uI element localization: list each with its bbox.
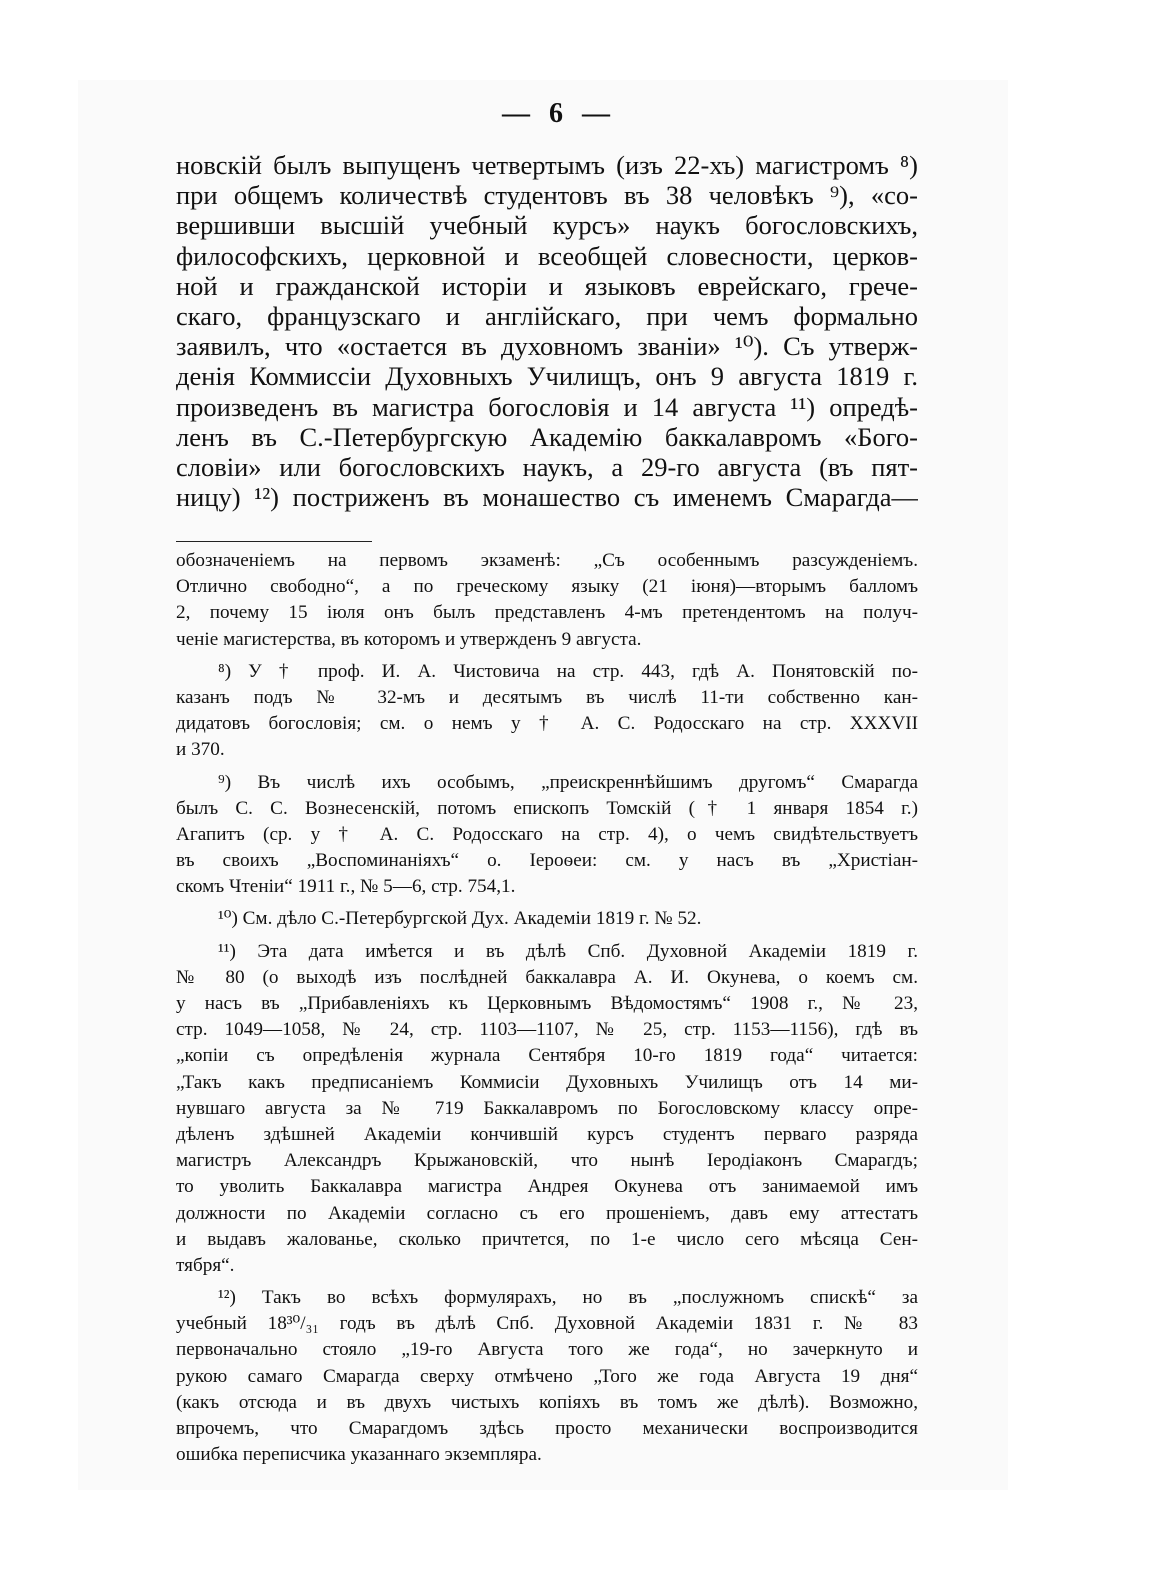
footnote-line: нувшаго августа за № 719 Баккалавромъ по Богословскому классу опре-	[176, 1097, 918, 1119]
main-text-line: при общемъ количествѣ студентовъ въ 38 человѣкъ ⁹), «со-	[176, 180, 918, 211]
footnote-line: и выдавъ жалованье, сколько причтется, по 1-е число сего мѣсяца Сен-	[176, 1228, 918, 1250]
footnote-line: ⁸) У † проф. И. А. Чистовича на стр. 443, гдѣ А. Понятовскій по-	[218, 660, 918, 682]
footnote-separator	[176, 541, 372, 542]
footnote-line: ¹¹) Эта дата имѣется и въ дѣлѣ Спб. Духовной Академіи 1819 г.	[218, 940, 918, 962]
footnote-line: Агапитъ (ср. у † А. С. Родосскаго на стр. 4), о чемъ свидѣтельствуетъ	[176, 823, 918, 845]
footnote-line: (какъ отсюда и въ двухъ чистыхъ копіяхъ въ томъ же дѣлѣ). Возможно,	[176, 1391, 918, 1413]
main-text-line: ной и гражданской исторіи и языковъ еврейскаго, грече-	[176, 270, 918, 301]
footnote-line: ¹⁰) См. дѣло С.-Петербургской Дух. Академіи 1819 г. № 52.	[218, 908, 702, 930]
main-text-line: заявилъ, что «остается въ духовномъ званіи» ¹⁰). Съ утверж-	[176, 331, 918, 362]
footnote-line: № 80 (о выходѣ изъ послѣдней баккалавра А. И. Окунева, о коемъ см.	[176, 966, 918, 988]
footnote-line: первоначально стояло „19-го Августа того же года“, но зачеркнуто и	[176, 1339, 918, 1361]
main-text-line: произведенъ въ магистра богословія и 14 августа ¹¹) опредѣ-	[176, 391, 918, 422]
footnote-line: ченіе магистерства, въ которомъ и утвержденъ 9 августа.	[176, 628, 642, 650]
main-text-line: новскій былъ выпущенъ четвертымъ (изъ 22-хъ) магистромъ ⁸)	[176, 150, 918, 180]
footnote-line: то уволить Баккалавра магистра Андрея Окунева отъ занимаемой имъ	[176, 1176, 918, 1198]
footnote-line: стр. 1049—1058, № 24, стр. 1103—1107, № 25, стр. 1153—1156), гдѣ въ	[176, 1019, 918, 1041]
footnote-line: впрочемъ, что Смарагдомъ здѣсь просто механически воспроизводится	[176, 1418, 918, 1439]
footnote-line: дидатовъ богословія; см. о немъ у † А. С. Родосскаго на стр. XXXVII	[176, 713, 918, 735]
footnote-line: „Такъ какъ предписаніемъ Коммисіи Духовныхъ Училищъ отъ 14 ми-	[176, 1071, 918, 1093]
footnote-9	[176, 770, 918, 901]
main-text-block	[176, 150, 918, 512]
main-text-line: философскихъ, церковной и всеобщей словесности, церков-	[176, 240, 918, 271]
footnote-line: въ своихъ „Воспоминаніяхъ“ о. Іероѳеи: см. у насъ въ „Христіан-	[176, 850, 918, 872]
main-text-line: ленъ въ С.-Петербургскую Академію баккалавромъ «Бого-	[176, 421, 918, 452]
main-text-line: словіи» или богословскихъ наукъ, а 29-го августа (въ пят-	[176, 451, 918, 482]
footnote-line: учебный 18³⁰/₃₁ годъ въ дѣлѣ Спб. Духовной Академіи 1831 г. № 83	[176, 1313, 918, 1335]
footnote-line: рукою самаго Смарагда сверху отмѣчено „Того же года Августа 19 дня“	[176, 1365, 918, 1387]
footnote-line: обозначеніемъ на первомъ экзаменѣ: „Съ особеннымъ разсужденіемъ.	[176, 550, 918, 571]
footnote-line: „копіи съ опредѣленія журнала Сентября 10-го 1819 года“ читается:	[176, 1045, 918, 1067]
footnote-line: скомъ Чтеніи“ 1911 г., № 5—6, стр. 754,1.	[176, 876, 516, 898]
footnote-line: и 370.	[176, 739, 225, 761]
footnote-line: ошибка переписчика указаннаго экземпляра.	[176, 1444, 542, 1466]
main-text-line: денія Коммиссіи Духовныхъ Училищъ, онъ 9 августа 1819 г.	[176, 361, 918, 392]
footnote-11	[176, 939, 918, 1279]
footnote-line: ⁹) Въ числѣ ихъ особымъ, „преискреннѣйшимъ другомъ“ Смарагда	[218, 771, 918, 793]
footnote-line: дѣленъ здѣшней Академіи кончившій курсъ студентъ перваго разряда	[176, 1123, 918, 1145]
main-text-line: скаго, французскаго и англійскаго, при чемъ формально	[176, 300, 918, 331]
footnote-line: должности по Академіи согласно съ его прошеніемъ, давъ ему аттестатъ	[176, 1202, 918, 1224]
footnote-12	[176, 1285, 918, 1468]
footnote-10	[176, 906, 918, 932]
footnotes-block	[176, 548, 918, 1468]
footnote-continuation	[176, 548, 918, 653]
footnote-line: казанъ подъ № 32-мъ и десятымъ въ числѣ 11-ти собственно кан-	[176, 686, 918, 708]
footnote-line: тября“.	[176, 1254, 235, 1276]
footnote-line: Отлично свободно“, а по греческому языку (21 іюня)—вторымъ балломъ	[176, 576, 918, 598]
footnote-line: у насъ въ „Прибавленіяхъ къ Церковнымъ Вѣдомостямъ“ 1908 г., № 23,	[176, 993, 918, 1014]
footnote-8	[176, 659, 918, 764]
footnote-line: былъ С. С. Вознесенскій, потомъ епископъ Томскій († 1 января 1854 г.)	[176, 797, 918, 819]
footnote-line: магистръ Александръ Крыжановскій, что нынѣ Іеродіаконъ Смарагдъ;	[176, 1150, 918, 1172]
footnote-line: ¹²) Такъ во всѣхъ формулярахъ, но въ „послужномъ спискѣ“ за	[218, 1287, 918, 1309]
main-text-line: ницу) ¹²) постриженъ въ монашество съ именемъ Смарагда—	[176, 482, 918, 513]
page-number: — 6 —	[502, 98, 616, 129]
main-text-line: вершивши высшій учебный курсъ» наукъ богословскихъ,	[176, 210, 918, 241]
footnote-line: 2, почему 15 іюля онъ былъ представленъ 4-мъ претендентомъ на получ-	[176, 602, 918, 624]
